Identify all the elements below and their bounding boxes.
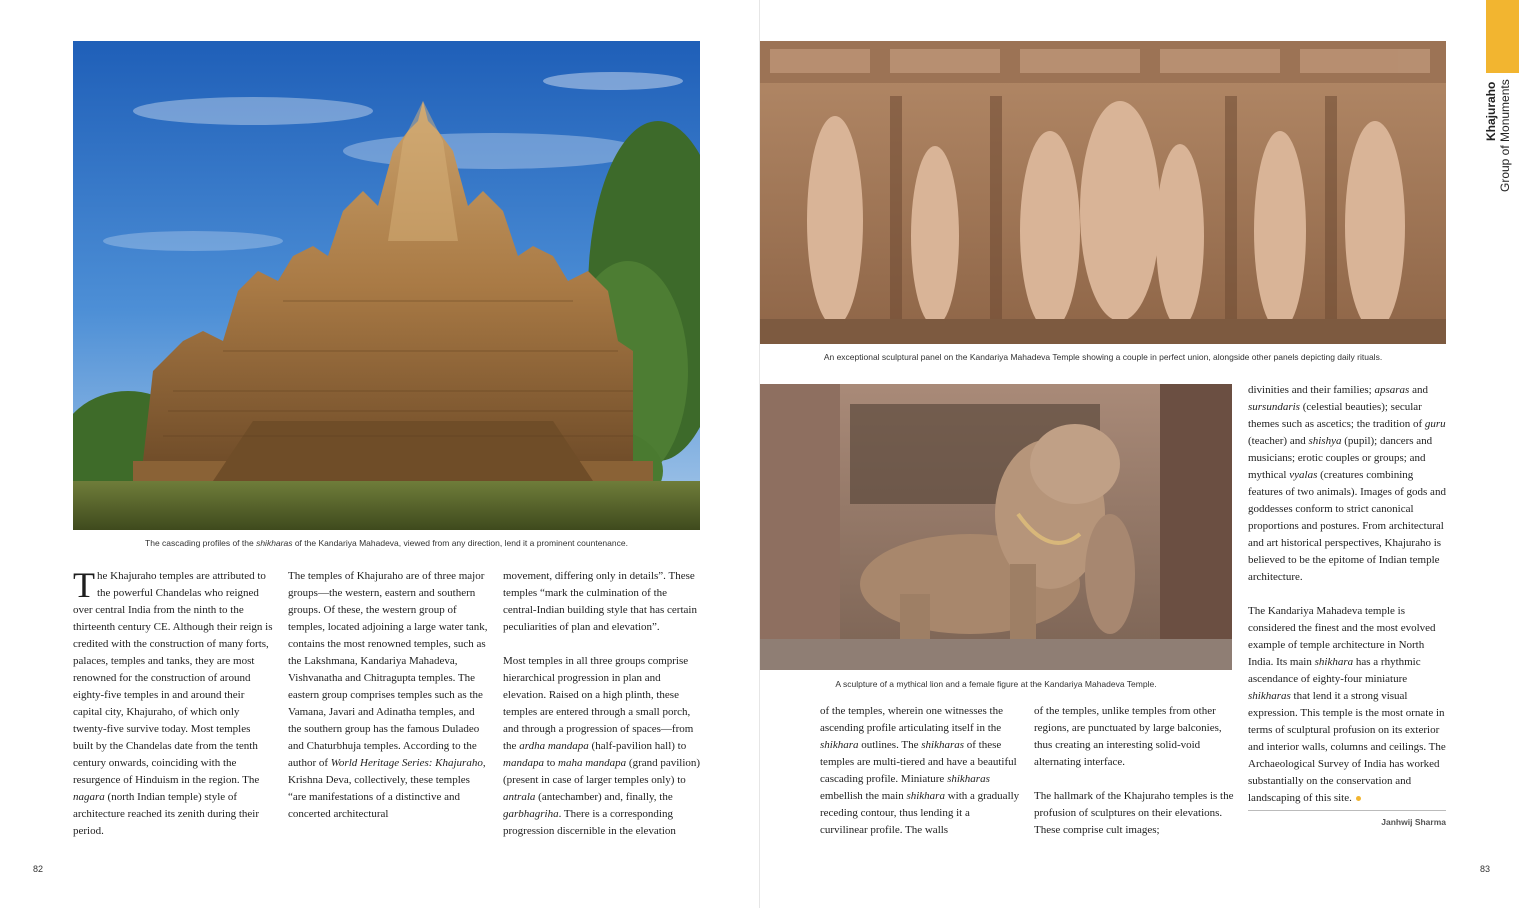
sculptural-panel-photo-art — [760, 41, 1446, 344]
sculptural-panel-photo — [760, 41, 1446, 344]
temple-photo-caption: The cascading profiles of the shikharas of the Kandariya Mahadeva, viewed from any direction, lend it a prominent countenance. — [145, 538, 628, 548]
drop-cap: T — [73, 565, 95, 605]
left-text-column-3: movement, differing only in details”. These temples “mark the culmination of the central-Indian building style that has certain peculiarities of plan and elevation”. Most temples in all three groups comprise hierarchical progression in plan and elevation. Raised on a high plinth, these temples are entered through a small porch, and through a progression of spaces—from the ardha mandapa (half-pavilion hall) to mandapa to maha mandapa (grand pavilion) (present in case of larger temples only) to antrala (antechamber) and, finally, the garbhagriha. There is a corresponding progression discernible in the elevation — [503, 570, 701, 837]
mythical-lion-sculpture-photo — [760, 384, 1232, 670]
right-text-column-2: of the temples, unlike temples from other regions, are punctuated by large balconies, thus creating an interesting solid-void alternating interface. The hallmark of the Khajuraho temples is the profusion of sculptures on their elevations. These comprise cult images; — [1034, 705, 1234, 836]
right-text-column-3: divinities and their families; apsaras and sursundaris (celestial beauties); secular themes such as ascetics; the tradition of guru (teacher) and shishya (pupil); dancers and musicians; erotic couples or groups; and mythical vyalas (creatures combining features of two animals). Images of gods and goddesses conform to strict canonical proportions and postures. From architectural and art historical perspectives, Khajuraho is believed to be the epitome of Indian temple architecture. The Kandariya Mahadeva temple is considered the finest and the most evolved example of temple architecture in North India. Its main shikhara has a rhythmic ascendance of eighty-four miniature shikharas that lend it a strong visual expression. This temple is the most ornate in terms of sculptural profusion on its exterior and interior walls, columns and ceilings. The Archaeological Survey of India has worked substantially on the conservation and landscaping of this site. — [1248, 384, 1446, 804]
left-text-column-1: The Khajuraho temples are attributed to the powerful Chandelas who reigned over central India from the ninth to the thirteenth century CE. Although their reign is credited with the construction of many forts, palaces, temples and tanks, they are most renowned for the construction of around eighty-five temples in and around their capital city, Khajuraho, of which only twenty-five survive today. Most temples built by the Chandelas date from the tenth century onwards, coinciding with the resurgence of Hinduism in the region. The nagara (north Indian temple) style of architecture reached its zenith during their period. — [73, 565, 273, 837]
section-title: Khajuraho Group of Monuments — [1484, 79, 1512, 192]
page-number-right: 83 — [1480, 864, 1491, 874]
kandariya-mahadeva-temple-photo — [73, 41, 700, 530]
lion-sculpture-caption: A sculpture of a mythical lion and a female figure at the Kandariya Mahadeva Temple. — [835, 679, 1157, 689]
right-text-column-1: of the temples, wherein one witnesses the ascending profile articulating itself in the shikhara outlines. The shikharas of these temples are multi-tiered and have a beautiful cascading profile. Miniature shikharas embellish the main shikhara with a gradually receding contour, thus lending it a curvilinear profile. The walls — [820, 705, 1020, 836]
left-text-column-2: The temples of Khajuraho are of three major groups—the western, eastern and southern groups. Of these, the western group of temples, located adjoining a large water tank, contains the most renowned temples, such as the Lakshmana, Kandariya Mahadeva, Vishvanatha and Chitragupta temples. The eastern group comprises temples such as the Vamana, Javari and Adinatha temples, and the southern group has the famous Duladeo and Chaturbhuja temples. According to the author of World Heritage Series: Khajuraho, Krishna Deva, collectively, these temples “are manifestations of a distinctive and concerted architectural — [288, 570, 488, 820]
end-mark-icon — [1356, 796, 1361, 801]
temple-photo — [73, 41, 700, 530]
page-number-left: 82 — [33, 864, 44, 874]
lion-sculpture-photo — [760, 384, 1232, 670]
section-tab — [1486, 0, 1519, 73]
author-rule — [1248, 810, 1446, 811]
sculptural-panel-caption: An exceptional sculptural panel on the Kandariya Mahadeva Temple showing a couple in perfect union, alongside other panels depicting daily rituals. — [823, 352, 1383, 362]
author-credit: Janhwij Sharma — [1381, 817, 1446, 827]
